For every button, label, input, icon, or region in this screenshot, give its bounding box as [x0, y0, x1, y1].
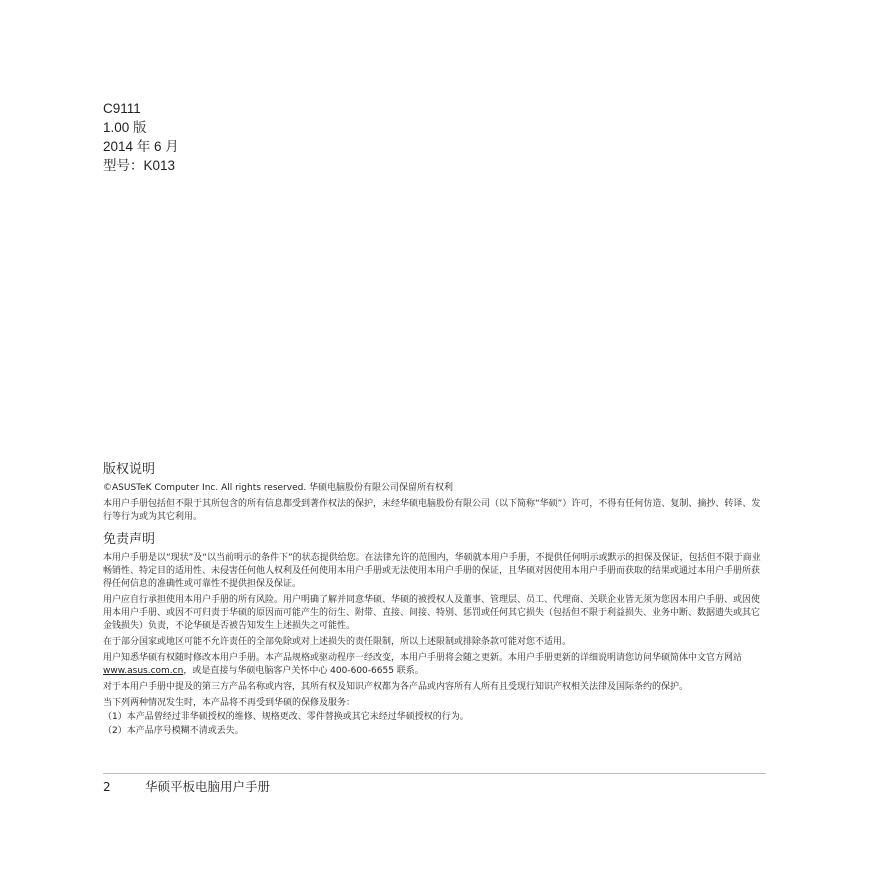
- page-footer: [103, 773, 766, 798]
- document-header: [103, 99, 179, 175]
- update-paragraph: [103, 652, 766, 678]
- page-number: 2: [103, 780, 111, 794]
- third-party-paragraph: 对于本用户手册中提及的第三方产品名称或内容，其所有权及知识产权都为各产品或内容所有人所有且受现行知识产权相关法律及国际条约的保护。: [103, 682, 689, 692]
- model-code: C9111: [103, 101, 141, 116]
- copyright-line: ©ASUSTeK Computer Inc. All rights reserved. 华硕电脑股份有限公司保留所有权利: [103, 483, 454, 493]
- book-title: 华硕平板电脑用户手册: [145, 779, 271, 794]
- copyright-paragraph: 本用户手册包括但不限于其所包含的所有信息都受到著作权法的保护，未经华硕电脑股份有限公司（以下简称“华硕”）许可，不得有任何仿造、复制、摘抄、转译、发行等行为或为其它利用。: [103, 499, 761, 522]
- update-text: 用户知悉华硕有权随时修改本用户手册。本产品规格或驱动程序一经改变，本用户手册将会随之更新。本用户手册更新的详细说明请您访问华硕简体中文官方网站: [103, 653, 743, 663]
- asus-website-link[interactable]: www.asus.com.cn: [103, 666, 184, 676]
- disclaimer-paragraph-1: 本用户手册是以“现状”及“以当前明示的条件下”的状态提供给您。在法律允许的范围内，华硕就本用户手册，不提供任何明示或默示的担保及保证，包括但不限于商业畅销性、特定目的适用性、未侵害任何他人权利及任何使用本用户手册或无法使用本用户手册的保证，且华硕对因使用本用户手册而获取的结果或通过本用户手册所获得任何信息的准确性或可靠性不提供担保及保证。: [103, 553, 761, 589]
- warranty-intro: 当下列两种情况发生时，本产品将不再受到华硕的保修及服务：: [103, 698, 356, 708]
- update-text-tail: ，或是直接与华硕电脑客户关怀中心 400-600-6655 联系。: [183, 666, 424, 676]
- warranty-item-2: （2）本产品序号模糊不清或丢失。: [103, 726, 244, 736]
- model-number: 型号：K013: [103, 158, 176, 173]
- publish-date: 2014 年 6 月: [103, 139, 179, 154]
- disclaimer-paragraph-3: 在于部分国家或地区可能不允许责任的全部免除或对上述损失的责任限制，所以上述限制或排除条款可能对您不适用。: [103, 637, 572, 647]
- version-label: 1.00 版: [103, 120, 147, 135]
- disclaimer-heading: 免责声明: [103, 532, 156, 547]
- copyright-heading: 版权说明: [103, 462, 156, 477]
- disclaimer-paragraph-2: 用户应自行承担使用本用户手册的所有风险。用户明确了解并同意华硕、华硕的被授权人及董事、管理层、员工、代理商、关联企业皆无须为您因本用户手册、或因使用本用户手册、或因不可归责于华硕的原因而可能产生的衍生、附带、直接、间接、特别、惩罚或任何其它损失（包括但不限于利益损失、业务中断、数据遗失或其它金钱损失）负责，不论华硕是否被告知发生上述损失之可能性。: [103, 595, 761, 631]
- legal-content: [103, 461, 766, 739]
- warranty-item-1: （1）本产品曾经过非华硕授权的维修、规格更改、零件替换或其它未经过华硕授权的行为。: [103, 712, 469, 722]
